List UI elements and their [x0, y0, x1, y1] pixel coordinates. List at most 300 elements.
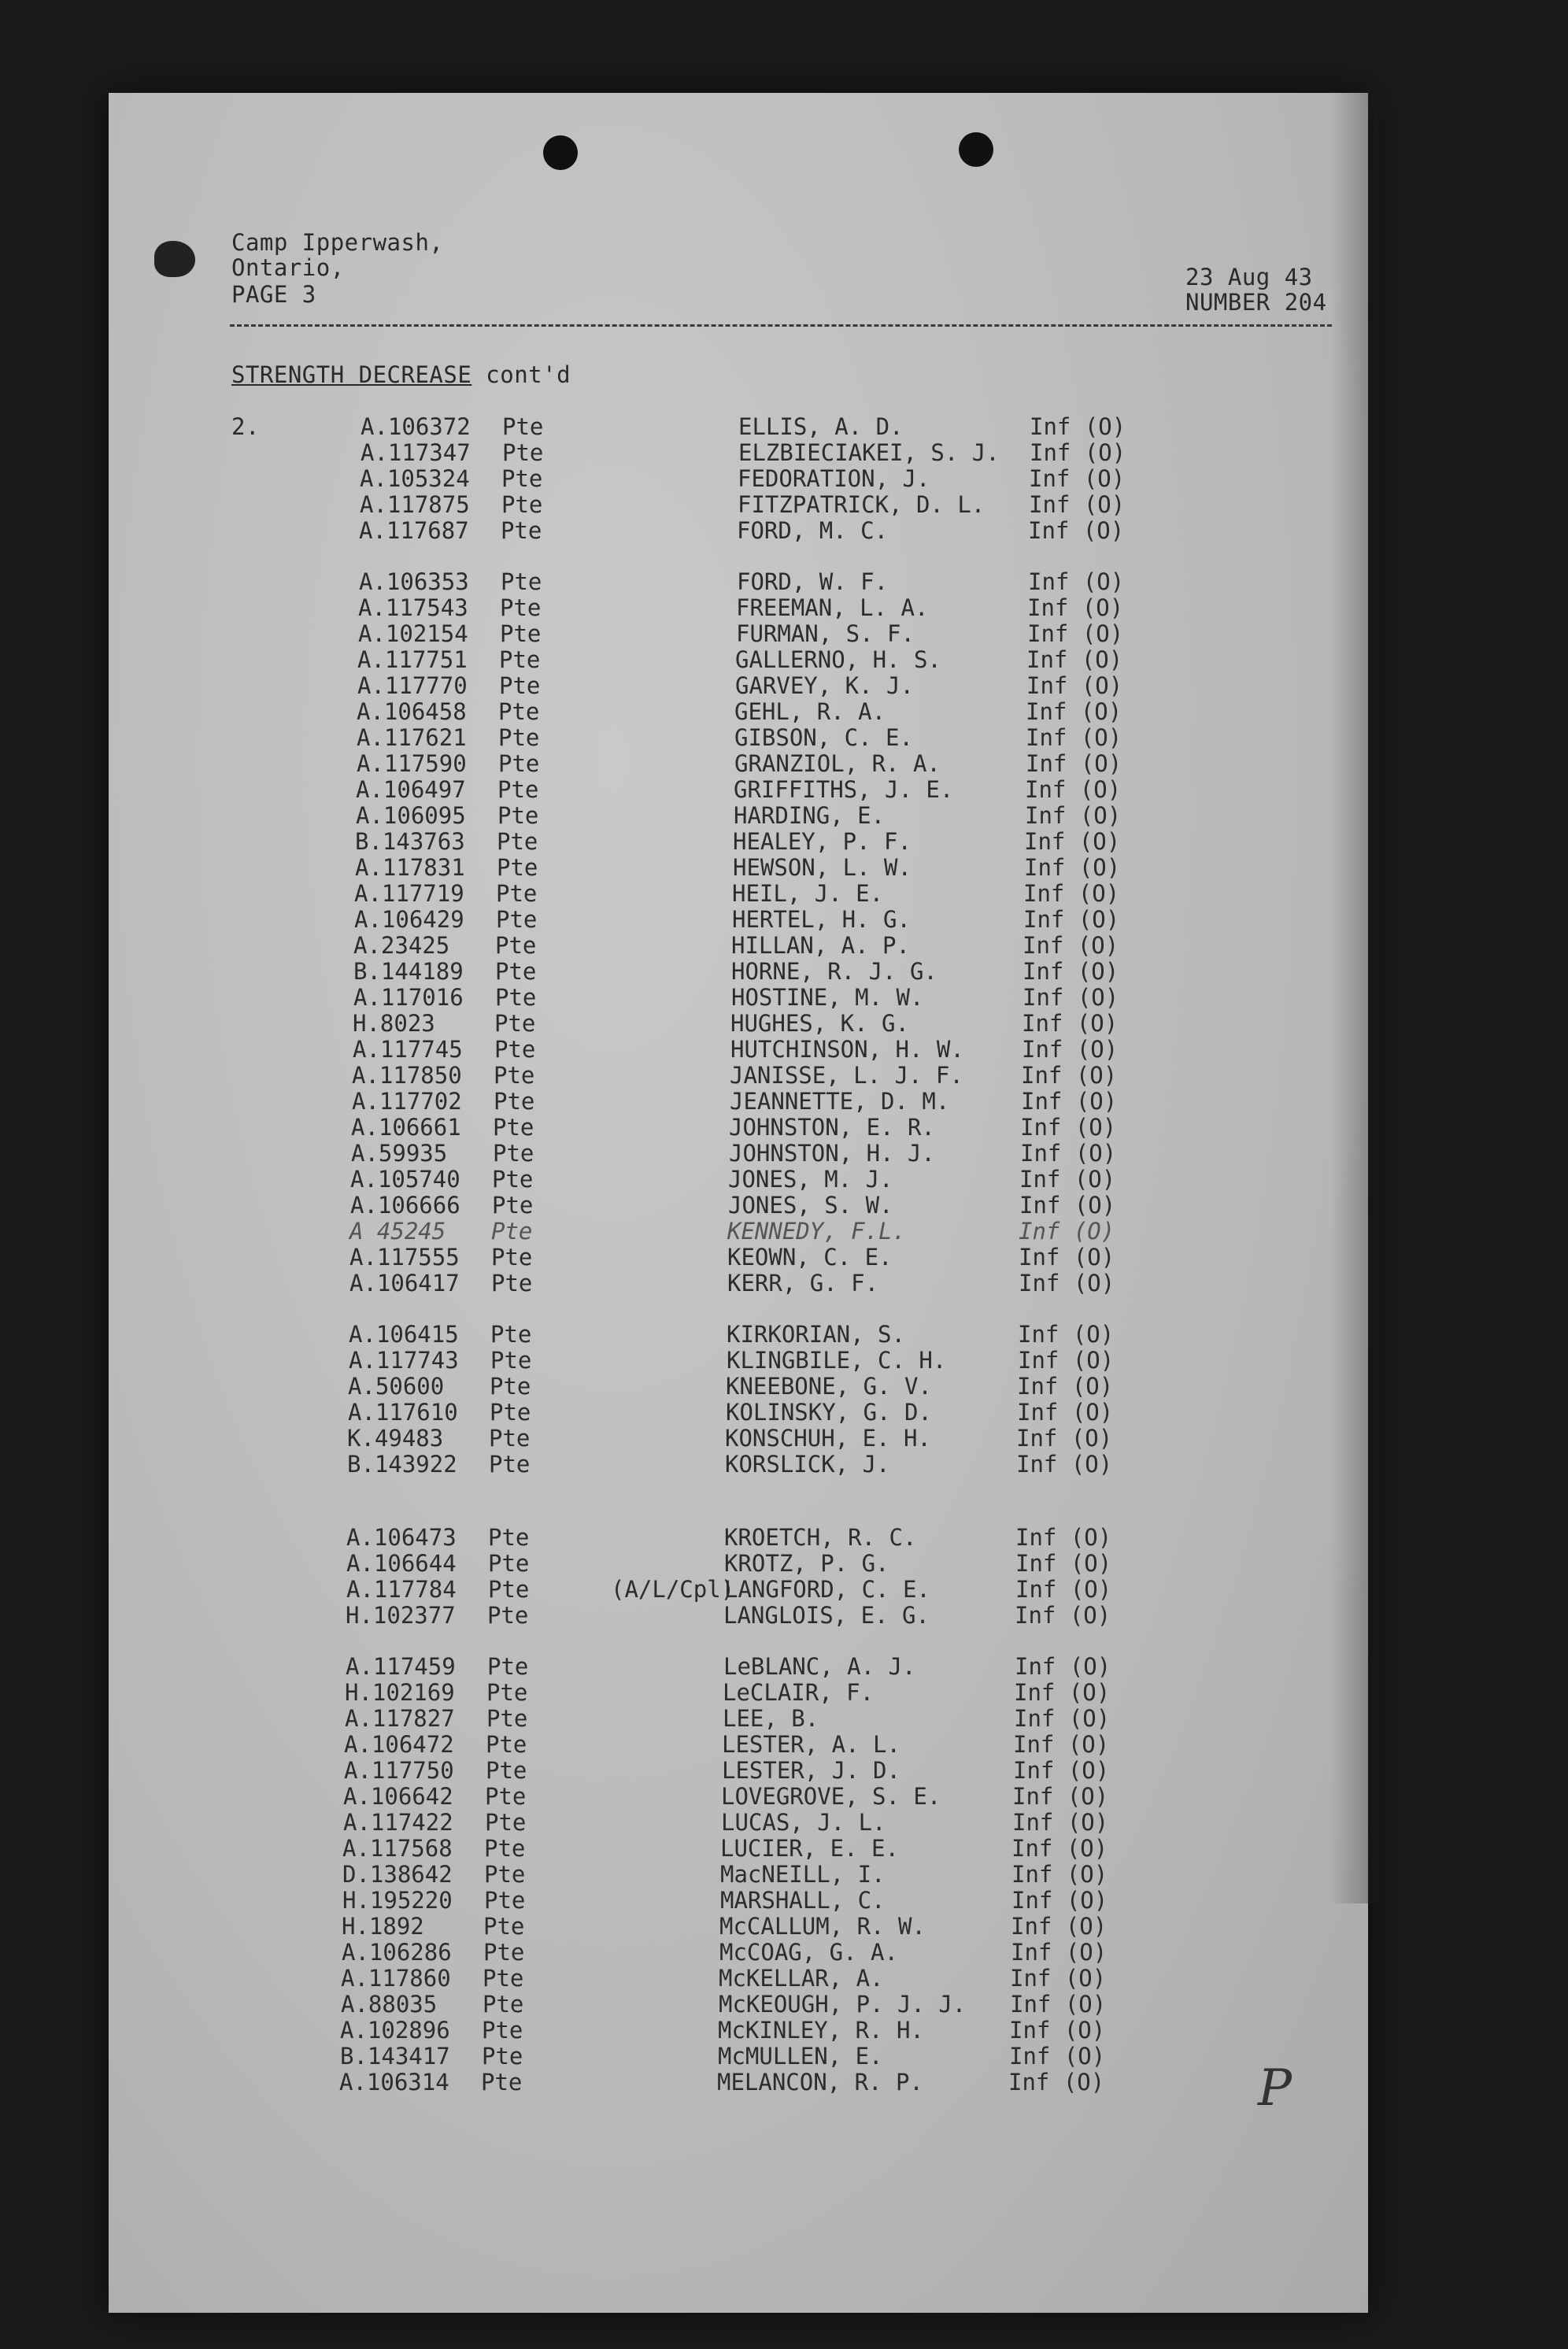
list-item	[343, 1810, 1209, 1835]
rank: Pte	[498, 750, 540, 777]
list-item	[360, 492, 1226, 517]
service-number: B.143922	[347, 1451, 457, 1478]
list-item	[358, 595, 1224, 620]
rank: Pte	[497, 802, 539, 829]
unit-code: Inf (O)	[1028, 568, 1125, 595]
rank: Pte	[487, 1602, 529, 1629]
soldier-name: McKEOUGH, P. J. J.	[719, 1991, 967, 2018]
service-number: A.106415	[349, 1321, 459, 1348]
service-number: A.117702	[352, 1088, 462, 1115]
list-item	[347, 1452, 1213, 1477]
unit-code: Inf (O)	[1026, 698, 1122, 725]
unit-code: Inf (O)	[1023, 984, 1119, 1011]
unit-code: Inf (O)	[1023, 958, 1119, 985]
soldier-name: HEIL, J. E.	[732, 880, 884, 907]
service-number: H.102377	[346, 1602, 456, 1629]
list-item	[346, 1577, 1212, 1602]
section-suffix: cont'd	[486, 361, 571, 388]
service-number: B.143417	[340, 2043, 450, 2070]
list-item	[349, 1322, 1215, 1347]
soldier-name: LANGLOIS, E. G.	[723, 1602, 930, 1629]
rank: Pte	[484, 1861, 526, 1888]
rank: Pte	[484, 1887, 526, 1914]
soldier-name: McKINLEY, R. H.	[718, 2017, 924, 2044]
unit-code: Inf (O)	[1011, 1913, 1108, 1940]
rank: Pte	[491, 1244, 533, 1271]
unit-code: Inf (O)	[1029, 465, 1126, 492]
list-item	[360, 466, 1226, 491]
list-item	[341, 1966, 1207, 1991]
unit-code: Inf (O)	[1014, 1679, 1111, 1706]
soldier-name: ELLIS, A. D.	[738, 413, 904, 440]
rank: Pte	[488, 1576, 530, 1603]
soldier-name: KNEEBONE, G. V.	[726, 1373, 932, 1400]
soldier-name: HEALEY, P. F.	[733, 828, 912, 855]
unit-code: Inf (O)	[1027, 594, 1124, 621]
rank: Pte	[486, 1705, 528, 1732]
soldier-name: FORD, W. F.	[737, 568, 889, 595]
rank: Pte	[498, 698, 540, 725]
service-number: A.117590	[357, 750, 467, 777]
page-number: PAGE 3	[231, 281, 316, 308]
unit-code: Inf (O)	[1012, 1783, 1109, 1810]
service-number: A.117610	[348, 1399, 458, 1426]
soldier-name: LOVEGROVE, S. E.	[721, 1783, 941, 1810]
list-item	[357, 725, 1222, 750]
service-number: A.117621	[357, 724, 467, 751]
list-item	[355, 855, 1221, 880]
unit-code: Inf (O)	[1025, 802, 1122, 829]
soldier-name: HUGHES, K. G.	[730, 1010, 909, 1037]
service-number: A.106472	[344, 1731, 454, 1758]
page-edge-shadow	[1330, 93, 1378, 1903]
soldier-name: KENNEDY, F.L.	[727, 1218, 906, 1245]
list-item	[354, 881, 1220, 906]
soldier-name: HOSTINE, M. W.	[731, 984, 924, 1011]
rank: Pte	[501, 517, 542, 544]
service-number: H.1892	[342, 1913, 424, 1940]
unit-code: Inf (O)	[1015, 1550, 1112, 1577]
service-number: A.117750	[344, 1757, 454, 1784]
service-number: A.117745	[353, 1036, 463, 1063]
rank: Pte	[483, 1939, 525, 1966]
rank: Pte	[485, 1783, 527, 1810]
soldier-name: KONSCHUH, E. H.	[725, 1425, 931, 1452]
service-number: A.117719	[354, 880, 464, 907]
soldier-name: JONES, S. W.	[728, 1192, 893, 1219]
list-item	[349, 1348, 1215, 1373]
list-item	[346, 1654, 1211, 1679]
unit-code: Inf (O)	[1026, 646, 1123, 673]
list-item	[346, 1525, 1212, 1550]
list-item	[357, 751, 1222, 776]
soldier-name: HERTEL, H. G.	[732, 906, 911, 933]
list-item	[351, 1115, 1217, 1140]
rank: Pte	[481, 2069, 523, 2096]
service-number: A.105324	[360, 465, 470, 492]
unit-code: Inf (O)	[1017, 1399, 1114, 1426]
soldier-name: LESTER, A. L.	[722, 1731, 900, 1758]
soldier-name: FORD, M. C.	[737, 517, 889, 544]
list-item	[356, 803, 1222, 828]
rank: Pte	[483, 1965, 524, 1992]
list-item	[340, 2018, 1206, 2043]
unit-code: Inf (O)	[1016, 1451, 1113, 1478]
list-item	[343, 1784, 1209, 1809]
rank: Pte	[482, 2043, 523, 2070]
unit-code: Inf (O)	[1027, 620, 1124, 647]
soldier-name: HARDING, E.	[734, 802, 886, 829]
service-number: A.106497	[356, 776, 466, 803]
soldier-name: GALLERNO, H. S.	[735, 646, 941, 673]
unit-code: Inf (O)	[1008, 2069, 1105, 2096]
list-item	[353, 1037, 1219, 1062]
rank: Pte	[494, 1010, 536, 1037]
rank: Pte	[486, 1757, 527, 1784]
soldier-name: LeCLAIR, F.	[723, 1679, 875, 1706]
ink-blot	[154, 241, 195, 277]
unit-code: Inf (O)	[1020, 1114, 1117, 1141]
service-number: K.49483	[347, 1425, 444, 1452]
list-item	[357, 673, 1223, 698]
list-item	[357, 699, 1222, 724]
service-number: A.106353	[359, 568, 469, 595]
unit-code: Inf (O)	[1021, 1062, 1118, 1089]
rank: Pte	[492, 1166, 534, 1193]
unit-code: Inf (O)	[1023, 932, 1119, 959]
rank: Pte	[499, 672, 541, 699]
list-item	[345, 1706, 1211, 1731]
unit-code: Inf (O)	[1022, 1036, 1119, 1063]
list-item	[348, 1400, 1214, 1425]
list-item	[353, 959, 1219, 984]
rank: Pte	[489, 1451, 531, 1478]
punch-hole-left	[543, 135, 578, 170]
rank: Pte	[497, 776, 539, 803]
list-item	[347, 1426, 1213, 1451]
rank: Pte	[494, 1088, 535, 1115]
unit-code: Inf (O)	[1019, 1192, 1116, 1219]
rank: Pte	[501, 568, 542, 595]
service-number: A.117543	[358, 594, 468, 621]
unit-code: Inf (O)	[1019, 1244, 1115, 1271]
rank: Pte	[497, 828, 538, 855]
service-number: A.88035	[341, 1991, 438, 2018]
list-item	[359, 518, 1225, 543]
handwritten-initial: P	[1258, 2059, 1292, 2118]
list-item	[361, 440, 1226, 465]
unit-code: Inf (O)	[1009, 2017, 1106, 2044]
service-number: A.102896	[340, 2017, 450, 2044]
service-number: H.8023	[353, 1010, 435, 1037]
unit-code: Inf (O)	[1011, 1835, 1108, 1862]
soldier-name: HORNE, R. J. G.	[731, 958, 937, 985]
soldier-name: GARVEY, K. J.	[735, 672, 914, 699]
soldier-name: KROETCH, R. C.	[724, 1524, 917, 1551]
list-item	[350, 1193, 1216, 1218]
list-item	[342, 1862, 1208, 1887]
list-item	[342, 1888, 1208, 1913]
unit-code: Inf (O)	[1023, 880, 1120, 907]
rank: Pte	[488, 1524, 530, 1551]
punch-hole-right	[959, 132, 993, 167]
soldier-name: FITZPATRICK, D. L.	[738, 491, 986, 518]
soldier-name: LANGFORD, C. E.	[724, 1576, 930, 1603]
service-number: A.117687	[359, 517, 469, 544]
soldier-name: LESTER, J. D.	[722, 1757, 900, 1784]
rank: Pte	[493, 1114, 534, 1141]
rank: Pte	[483, 1991, 524, 2018]
soldier-name: JEANNETTE, D. M.	[730, 1088, 950, 1115]
list-item	[344, 1732, 1210, 1757]
appointment: (A/L/Cpl)	[611, 1576, 735, 1603]
rank: Pte	[498, 724, 540, 751]
rank: Pte	[489, 1425, 531, 1452]
soldier-name: HILLAN, A. P.	[731, 932, 910, 959]
rank: Pte	[486, 1731, 527, 1758]
soldier-name: JOHNSTON, H. J.	[729, 1140, 935, 1167]
rank: Pte	[490, 1347, 532, 1374]
service-number: A.117743	[349, 1347, 459, 1374]
rank: Pte	[490, 1399, 531, 1426]
soldier-name: FEDORATION, J.	[738, 465, 930, 492]
list-item	[348, 1374, 1214, 1399]
soldier-name: LeBLANC, A. J.	[723, 1653, 916, 1680]
soldier-name: GEHL, R. A.	[734, 698, 886, 725]
unit-code: Inf (O)	[1030, 413, 1126, 440]
unit-code: Inf (O)	[1026, 750, 1122, 777]
unit-code: Inf (O)	[1019, 1270, 1115, 1297]
unit-code: Inf (O)	[1015, 1524, 1112, 1551]
rank: Pte	[491, 1218, 533, 1245]
list-item	[354, 907, 1220, 932]
unit-code: Inf (O)	[1026, 672, 1123, 699]
list-item	[353, 933, 1219, 958]
unit-code: Inf (O)	[1010, 1991, 1107, 2018]
list-item	[349, 1219, 1215, 1244]
unit-code: Inf (O)	[1018, 1347, 1115, 1374]
unit-code: Inf (O)	[1021, 1088, 1118, 1115]
list-item	[349, 1271, 1215, 1296]
rank: Pte	[487, 1653, 529, 1680]
list-item	[346, 1603, 1211, 1628]
section-heading	[231, 362, 571, 387]
unit-code: Inf (O)	[1026, 724, 1122, 751]
rank: Pte	[499, 646, 541, 673]
list-item	[352, 1089, 1218, 1114]
rank: Pte	[486, 1679, 528, 1706]
service-number: A.23425	[353, 932, 450, 959]
soldier-name: JANISSE, L. J. F.	[730, 1062, 963, 1089]
list-item	[359, 569, 1225, 594]
rank: Pte	[494, 1062, 535, 1089]
rank: Pte	[496, 880, 538, 907]
list-item	[341, 1992, 1207, 2017]
unit-code: Inf (O)	[1009, 2043, 1106, 2070]
order-number: NUMBER 204	[1185, 289, 1327, 316]
unit-code: Inf (O)	[1030, 439, 1126, 466]
rank: Pte	[494, 1036, 536, 1063]
service-number: A.106666	[350, 1192, 460, 1219]
list-item	[361, 414, 1226, 439]
list-item	[351, 1141, 1217, 1166]
service-number: A.102154	[358, 620, 468, 647]
soldier-name: KOLINSKY, G. D.	[726, 1399, 932, 1426]
rank: Pte	[502, 413, 544, 440]
service-number: A.106473	[346, 1524, 457, 1551]
list-item	[358, 621, 1224, 646]
service-number: A.106642	[343, 1783, 453, 1810]
unit-code: Inf (O)	[1010, 1965, 1107, 1992]
unit-code: Inf (O)	[1015, 1602, 1111, 1629]
unit-code: Inf (O)	[1016, 1425, 1113, 1452]
unit-code: Inf (O)	[1020, 1140, 1117, 1167]
service-number: A.117827	[345, 1705, 455, 1732]
rank: Pte	[495, 958, 537, 985]
service-number: A.106661	[351, 1114, 461, 1141]
service-number: A.117751	[357, 646, 468, 673]
service-number: A.117347	[361, 439, 471, 466]
service-number: A.106429	[354, 906, 464, 933]
unit-code: Inf (O)	[1018, 1321, 1115, 1348]
list-item	[352, 1063, 1218, 1088]
service-number: B.144189	[353, 958, 464, 985]
soldier-name: LUCIER, E. E.	[720, 1835, 899, 1862]
rank: Pte	[488, 1550, 530, 1577]
unit-code: Inf (O)	[1024, 854, 1121, 881]
service-number: A.117770	[357, 672, 468, 699]
list-item	[355, 829, 1221, 854]
service-number: A.106286	[342, 1939, 452, 1966]
order-date: 23 Aug 43	[1185, 264, 1313, 290]
service-number: A.117568	[342, 1835, 453, 1862]
rank: Pte	[501, 491, 543, 518]
service-number: H.195220	[342, 1887, 453, 1914]
service-number: A 45245	[349, 1218, 446, 1245]
service-number: A.117831	[355, 854, 465, 881]
service-number: A.117875	[360, 491, 470, 518]
soldier-name: MacNEILL, I.	[720, 1861, 886, 1888]
soldier-name: ELZBIECIAKEI, S. J.	[738, 439, 1000, 466]
list-item	[342, 1914, 1207, 1939]
unit-code: Inf (O)	[1015, 1653, 1111, 1680]
list-item	[357, 647, 1223, 672]
service-number: A.105740	[350, 1166, 460, 1193]
service-number: A.117850	[352, 1062, 462, 1089]
rank: Pte	[496, 906, 538, 933]
unit-code: Inf (O)	[1022, 1010, 1119, 1037]
service-number: H.102169	[345, 1679, 455, 1706]
soldier-name: FREEMAN, L. A.	[736, 594, 929, 621]
paragraph-number: 2.	[231, 413, 260, 440]
unit-code: Inf (O)	[1015, 1576, 1112, 1603]
list-item	[342, 1836, 1208, 1861]
rank: Pte	[490, 1321, 532, 1348]
unit-code: Inf (O)	[1011, 1939, 1108, 1966]
soldier-name: KEOWN, C. E.	[727, 1244, 893, 1271]
soldier-name: McCALLUM, R. W.	[719, 1913, 926, 1940]
unit-code: Inf (O)	[1019, 1166, 1116, 1193]
list-item	[350, 1167, 1216, 1192]
soldier-name: JONES, M. J.	[728, 1166, 893, 1193]
rank: Pte	[497, 854, 538, 881]
rank: Pte	[502, 439, 544, 466]
service-number: A.106417	[349, 1270, 460, 1297]
rank: Pte	[493, 1140, 534, 1167]
unit-code: Inf (O)	[1029, 491, 1126, 518]
unit-code: Inf (O)	[1013, 1731, 1110, 1758]
soldier-name: McMULLEN, E.	[718, 2043, 883, 2070]
list-item	[339, 2070, 1205, 2095]
unit-code: Inf (O)	[1019, 1218, 1115, 1245]
soldier-name: LUCAS, J. L.	[721, 1809, 886, 1836]
unit-code: Inf (O)	[1024, 828, 1121, 855]
rank: Pte	[484, 1835, 526, 1862]
soldier-name: KORSLICK, J.	[725, 1451, 890, 1478]
service-number: A.106314	[339, 2069, 449, 2096]
section-title: STRENGTH DECREASE	[231, 361, 472, 388]
list-item	[345, 1680, 1211, 1705]
soldier-name: GIBSON, C. E.	[734, 724, 913, 751]
soldier-name: GRIFFITHS, J. E.	[734, 776, 954, 803]
service-number: A.106095	[356, 802, 466, 829]
soldier-name: McCOAG, G. A.	[719, 1939, 898, 1966]
unit-code: Inf (O)	[1017, 1373, 1114, 1400]
location-line-2: Ontario,	[231, 254, 345, 281]
soldier-name: KERR, G. F.	[727, 1270, 879, 1297]
service-number: A.117784	[346, 1576, 457, 1603]
service-number: A.106372	[361, 413, 471, 440]
service-number: A.59935	[351, 1140, 448, 1167]
list-item	[353, 985, 1219, 1010]
rank: Pte	[483, 1913, 525, 1940]
soldier-name: KROTZ, P. G.	[724, 1550, 889, 1577]
list-item	[346, 1551, 1212, 1576]
unit-code: Inf (O)	[1023, 906, 1120, 933]
soldier-name: KIRKORIAN, S.	[727, 1321, 905, 1348]
unit-code: Inf (O)	[1028, 517, 1125, 544]
soldier-name: HUTCHINSON, H. W.	[730, 1036, 964, 1063]
service-number: A.117860	[341, 1965, 451, 1992]
rank: Pte	[500, 620, 542, 647]
rank: Pte	[485, 1809, 527, 1836]
rank: Pte	[495, 932, 537, 959]
rank: Pte	[491, 1270, 533, 1297]
unit-code: Inf (O)	[1011, 1861, 1108, 1888]
list-item	[344, 1758, 1210, 1783]
unit-code: Inf (O)	[1012, 1809, 1109, 1836]
unit-code: Inf (O)	[1013, 1757, 1110, 1784]
unit-code: Inf (O)	[1011, 1887, 1108, 1914]
service-number: A.106458	[357, 698, 467, 725]
unit-code: Inf (O)	[1025, 776, 1122, 803]
service-number: A.50600	[348, 1373, 445, 1400]
service-number: A.106644	[346, 1550, 457, 1577]
list-item	[340, 2044, 1206, 2069]
service-number: A.117459	[346, 1653, 456, 1680]
rank: Pte	[490, 1373, 531, 1400]
service-number: A.117016	[353, 984, 464, 1011]
soldier-name: LEE, B.	[723, 1705, 819, 1732]
soldier-name: MARSHALL, C.	[720, 1887, 886, 1914]
service-number: A.117422	[343, 1809, 453, 1836]
service-number: A.117555	[349, 1244, 460, 1271]
list-item	[356, 777, 1222, 802]
location-line-1: Camp Ipperwash,	[231, 229, 444, 256]
soldier-name: GRANZIOL, R. A.	[734, 750, 941, 777]
soldier-name: MELANCON, R. P.	[717, 2069, 923, 2096]
service-number: D.138642	[342, 1861, 453, 1888]
